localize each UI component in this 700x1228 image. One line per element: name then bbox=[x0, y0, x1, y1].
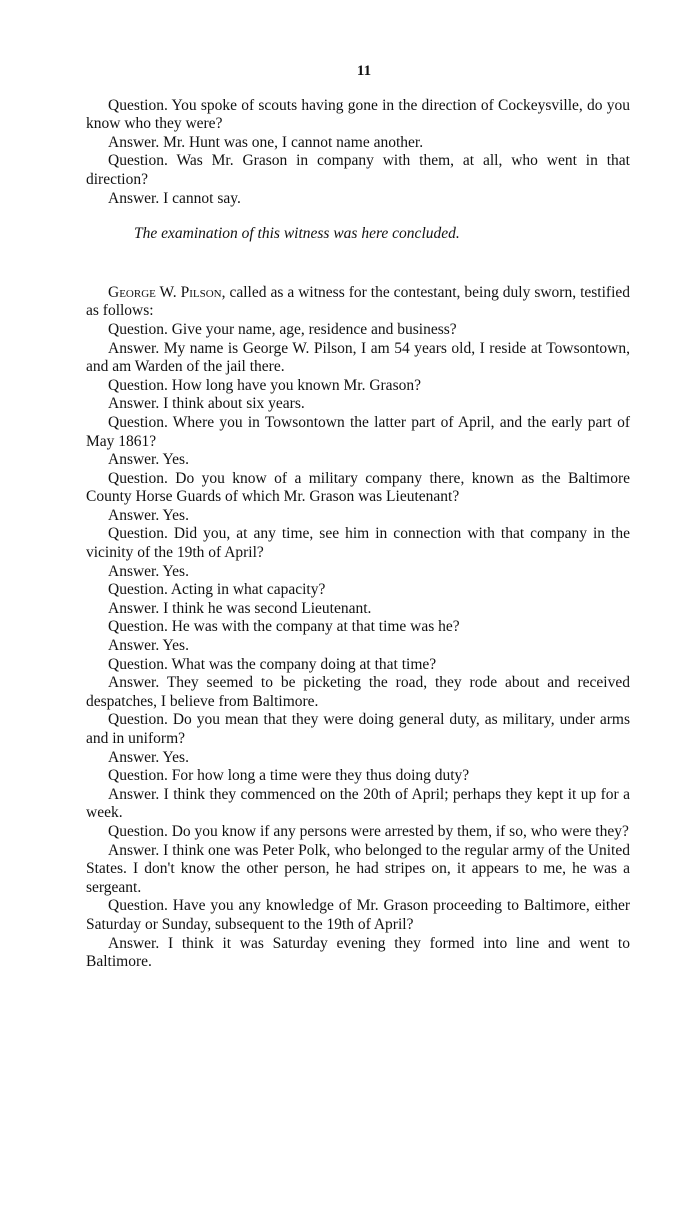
second-testimony-block bbox=[86, 321, 630, 972]
testimony-line: Question. Did you, at any time, see him in connection with that company in the vicinity of the 19th of April? bbox=[86, 525, 630, 562]
testimony-line: Answer. They seemed to be picketing the road, they rode about and received despatches, I believe from Baltimore. bbox=[86, 674, 630, 710]
testimony-line: Question. Have you any knowledge of Mr. Grason proceeding to Baltimore, either Saturday or Sunday, subsequent to the 19th of April? bbox=[86, 897, 630, 933]
first-testimony-block bbox=[86, 97, 630, 209]
testimony-line: Answer. Yes. bbox=[108, 637, 189, 655]
testimony-line: Answer. Mr. Hunt was one, I cannot name another. bbox=[108, 133, 424, 151]
testimony-line: Answer. Yes. bbox=[108, 562, 189, 580]
testimony-line: Answer. I think it was Saturday evening they formed into line and went to Baltimore. bbox=[86, 934, 630, 971]
testimony-line: Answer. Yes. bbox=[108, 506, 189, 524]
document-page bbox=[86, 62, 630, 972]
witness-name: George W. Pilson, bbox=[108, 283, 226, 301]
testimony-line: Question. What was the company doing at that time? bbox=[108, 655, 437, 673]
testimony-line: Question. Acting in what capacity? bbox=[108, 581, 326, 599]
testimony-line: Answer. I think he was second Lieutenant. bbox=[108, 599, 372, 617]
testimony-line: Answer. I think they commenced on the 20th of April; perhaps they kept it up for a week. bbox=[86, 785, 630, 822]
testimony-line: Question. Do you know of a military company there, known as the Baltimore County Horse Guards of which Mr. Grason was Lieutenant? bbox=[86, 469, 630, 506]
testimony-line: Question. Was Mr. Grason in company with them, at all, who went in that direction? bbox=[86, 152, 630, 188]
testimony-line: Question. How long have you known Mr. Grason? bbox=[108, 376, 421, 394]
testimony-line: Question. He was with the company at that time was he? bbox=[108, 618, 460, 636]
testimony-line: Answer. I think one was Peter Polk, who belonged to the regular army of the United States. I don't know the other person, he had stripes on, it appears to me, he was a sergeant. bbox=[86, 841, 630, 896]
testimony-line: Question. Give your name, age, residence and business? bbox=[108, 320, 457, 338]
testimony-line: Question. You spoke of scouts having gone in the direction of Cockeysville, do you know who they were? bbox=[86, 96, 630, 133]
testimony-line: Answer. My name is George W. Pilson, I am 54 years old, I reside at Towsontown, and am Warden of the jail there. bbox=[86, 339, 630, 376]
testimony-line: Question. Do you mean that they were doing general duty, as military, under arms and in uniform? bbox=[86, 711, 630, 747]
testimony-line: Answer. Yes. bbox=[108, 451, 189, 469]
testimony-line: Answer. I cannot say. bbox=[108, 189, 241, 207]
witness-introduction bbox=[86, 284, 630, 321]
page-number: 11 bbox=[356, 63, 372, 79]
testimony-line: Answer. I think about six years. bbox=[108, 395, 305, 413]
testimony-line: Question. For how long a time were they thus doing duty? bbox=[108, 767, 470, 785]
witness-intro-text: called as a witness for the contestant, being duly sworn, testified as follows: bbox=[86, 283, 631, 320]
testimony-line: Question. Do you know if any persons were arrested by them, if so, who were they? bbox=[108, 822, 629, 840]
testimony-line: Answer. Yes. bbox=[108, 748, 189, 766]
testimony-line: Question. Where you in Towsontown the latter part of April, and the early part of May 1861? bbox=[86, 413, 630, 450]
examination-concluded-note: The examination of this witness was here concluded. bbox=[134, 225, 460, 243]
